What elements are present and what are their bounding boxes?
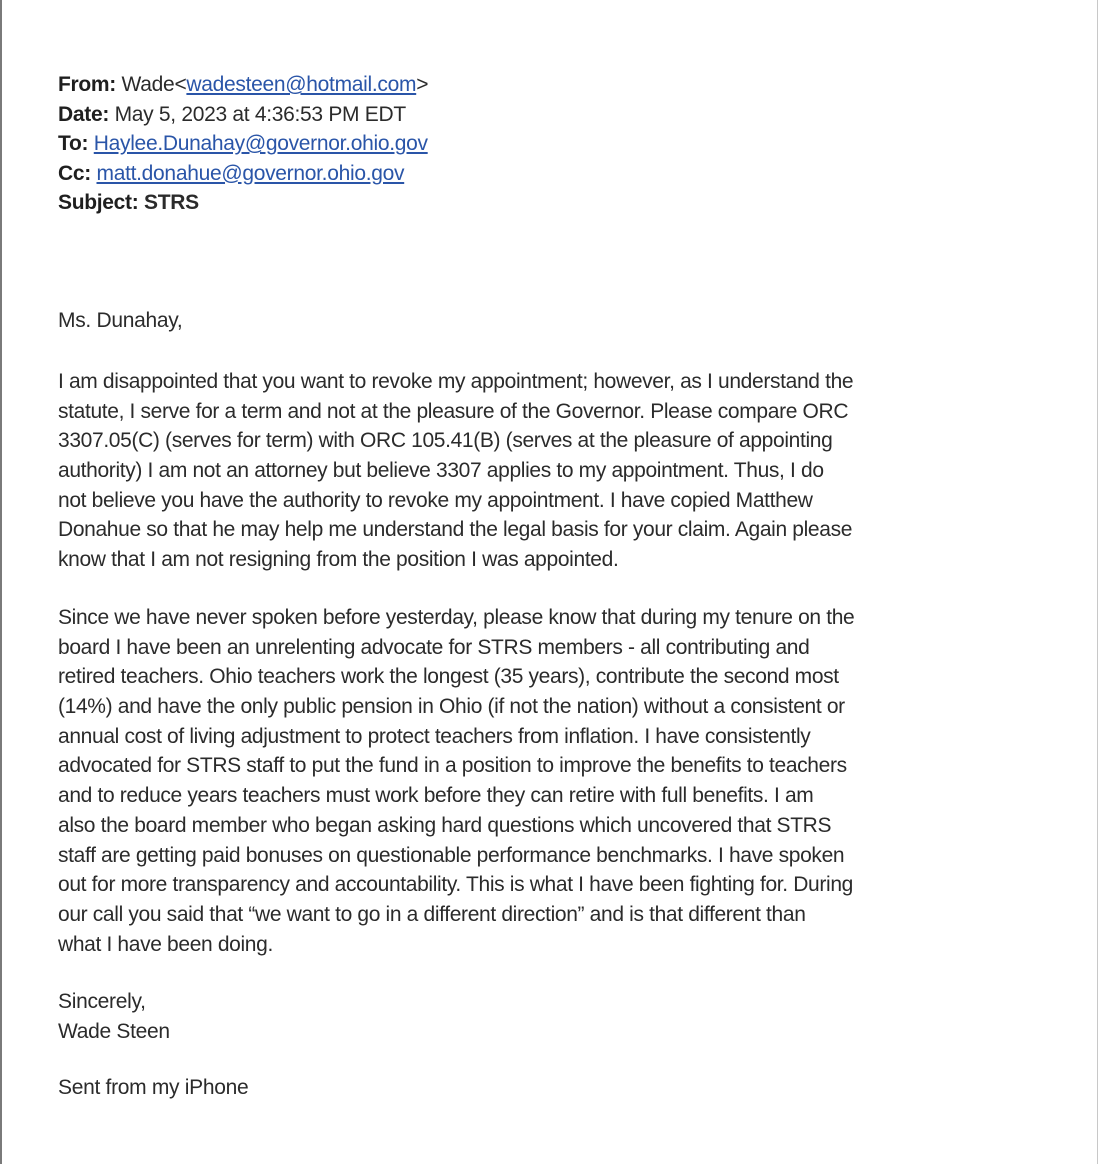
from-name: Wade [121, 73, 175, 96]
body-paragraph-2 [58, 603, 1068, 959]
paragraph-line: I am disappointed that you want to revoke my appointment; however, as I understand the [58, 370, 854, 393]
paragraph-line: and to reduce years teachers must work before they can retire with full benefits. I am [58, 784, 814, 808]
signature-name: Wade Steen [58, 1020, 170, 1043]
subject-line [58, 188, 1068, 218]
to-label: To: [58, 132, 89, 155]
paragraph-line: Donahue so that he may help me understand the legal basis for your claim. Again please [58, 518, 853, 542]
paragraph-line: out for more transparency and accountability. This is what I have been fighting for. During [58, 873, 853, 897]
date-value: May 5, 2023 at 4:36:53 PM EDT [114, 102, 406, 126]
from-line [58, 70, 1068, 100]
paragraph-line: also the board member who began asking hard questions which uncovered that STRS [58, 813, 832, 837]
paragraph-line: 3307.05(C) (serves for term) with ORC 105.41(B) (serves at the pleasure of appointing [58, 429, 833, 453]
signature-block [58, 987, 170, 1047]
paragraph-line: not believe you have the authority to revoke my appointment. I have copied Matthew [58, 488, 813, 512]
email-header [58, 70, 1068, 218]
to-email-link[interactable]: Haylee.Dunahay@governor.ohio.gov [93, 132, 428, 155]
closing: Sincerely, [58, 990, 146, 1013]
paragraph-line: annual cost of living adjustment to protect teachers from inflation. I have consistently [58, 724, 811, 748]
paragraph-line: authority) I am not an attorney but believe 3307 applies to my appointment. Thus, I do [58, 459, 824, 483]
paragraph-line: board I have been an unrelenting advocate for STRS members - all contributing and [58, 635, 810, 659]
paragraph-line: staff are getting paid bonuses on questionable performance benchmarks. I have spoken [58, 843, 845, 867]
paragraph-line: (14%) and have the only public pension in Ohio (if not the nation) without a consistent or [58, 695, 845, 719]
from-open-bracket: < [174, 73, 187, 96]
cc-label: Cc: [58, 161, 91, 185]
date-line [58, 100, 1068, 130]
paragraph-line: statute, I serve for a term and not at the pleasure of the Governor. Please compare ORC [58, 399, 849, 423]
subject-value: STRS [144, 191, 199, 214]
left-border [0, 0, 2, 1164]
from-email-link[interactable]: wadesteen@hotmail.com [186, 73, 417, 96]
paragraph-line: know that I am not resigning from the position I was appointed. [58, 548, 619, 572]
body-paragraph-1 [58, 367, 1068, 575]
paragraph-line: retired teachers. Ohio teachers work the longest (35 years), contribute the second most [58, 665, 839, 689]
from-close-bracket: > [416, 73, 429, 96]
paragraph-line: Since we have never spoken before yesterday, please know that during my tenure on the [58, 606, 855, 629]
to-line [58, 129, 1068, 159]
paragraph-line: our call you said that “we want to go in a different direction” and is that different than [58, 902, 806, 926]
subject-label: Subject: [58, 191, 139, 214]
paragraph-line: what I have been doing. [58, 932, 273, 956]
sent-from-footer: Sent from my iPhone [58, 1076, 249, 1099]
date-label: Date: [58, 102, 110, 126]
paragraph-line: advocated for STRS staff to put the fund in a position to improve the benefits to teachers [58, 754, 847, 778]
cc-email-link[interactable]: matt.donahue@governor.ohio.gov [96, 161, 405, 185]
from-label: From: [58, 73, 116, 96]
greeting: Ms. Dunahay, [58, 309, 183, 332]
cc-line [58, 159, 1068, 189]
